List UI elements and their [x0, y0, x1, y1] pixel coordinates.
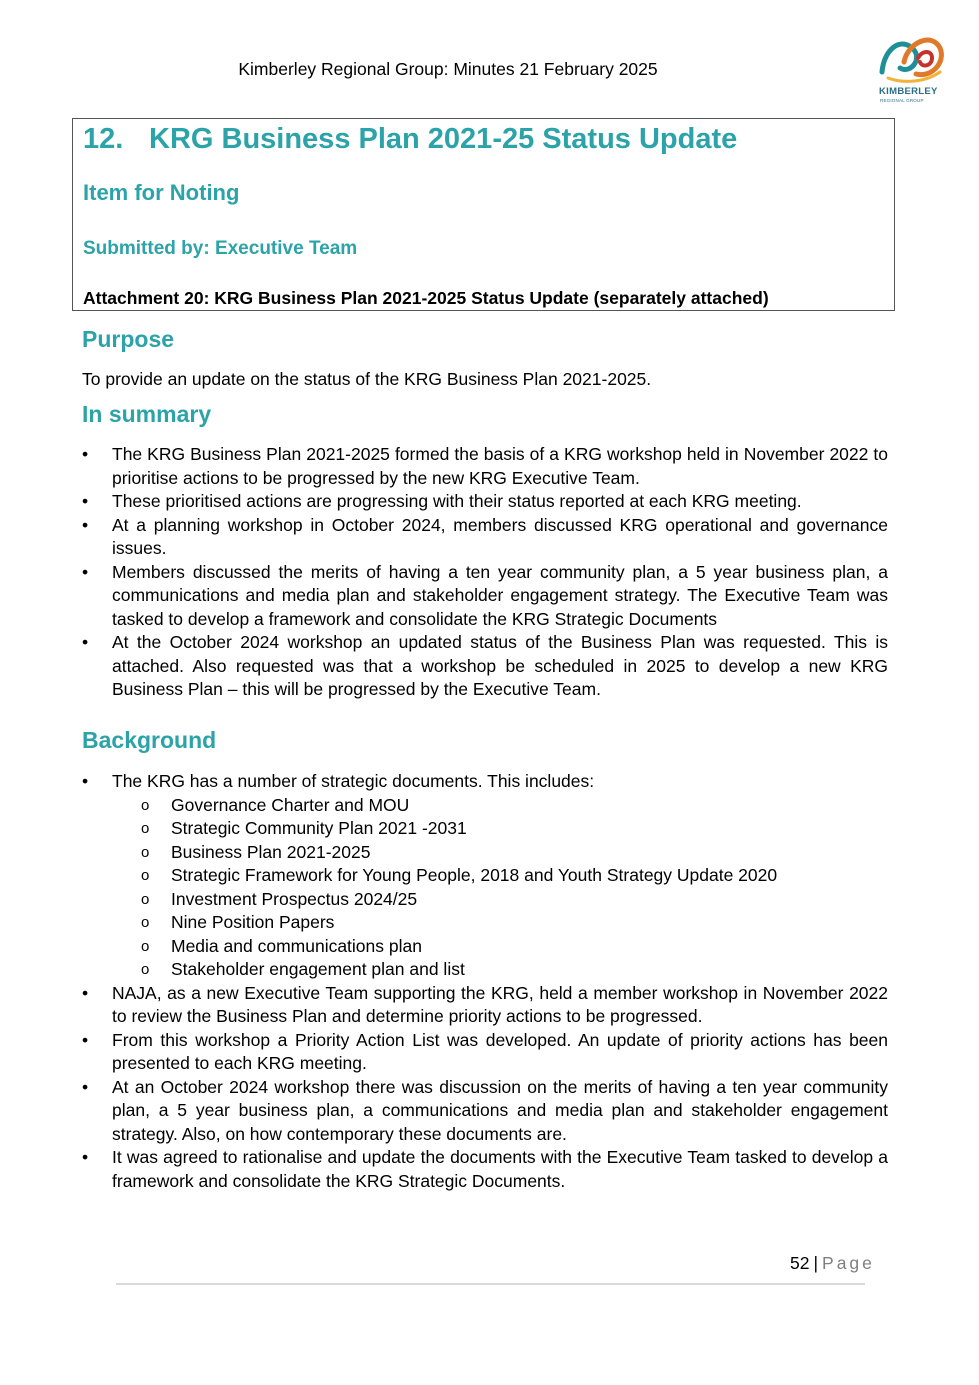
sub-bullet-icon: o	[141, 843, 150, 861]
summary-heading: In summary	[82, 401, 212, 427]
bullet-icon: •	[82, 561, 89, 582]
list-item-text: At an October 2024 workshop there was discussion on the merits of having a ten year community plan, a 5 year business plan, a communications and media plan and stakeholder engagement strategy. Also, on how contemporary these documents are.	[112, 1076, 888, 1144]
list-item	[82, 1029, 888, 1076]
list-item	[82, 631, 888, 702]
sub-bullet-icon: o	[141, 914, 150, 931]
sub-bullet-icon: o	[141, 961, 150, 978]
document-header: Kimberley Regional Group: Minutes 21 February 2025	[238, 59, 658, 79]
bullet-icon: •	[82, 444, 89, 464]
item-type: Item for Noting	[83, 180, 240, 205]
summary-list	[82, 443, 888, 702]
sub-bullet-icon: o	[141, 890, 150, 908]
background-heading: Background	[82, 727, 217, 753]
list-item	[82, 514, 888, 561]
strategic-documents-list	[112, 794, 888, 982]
list-item	[82, 982, 888, 1029]
kimberley-logo-mark	[874, 28, 950, 88]
list-item	[82, 770, 888, 982]
list-item-text: Members discussed the merits of having a ten year community plan, a 5 year business plan, a communications and media plan and stakeholder engagement strategy. The Executive Team was tasked to develop a framework and consolidate the KRG Strategic Documents	[112, 561, 888, 629]
page-number	[790, 1253, 875, 1274]
list-item	[82, 561, 888, 632]
bullet-icon: •	[82, 514, 89, 535]
kimberley-logo	[874, 28, 950, 108]
sub-list-item	[112, 841, 888, 865]
sub-list-item	[112, 888, 888, 912]
logo-subtitle: REGIONAL GROUP	[880, 98, 924, 103]
page-separator: |	[813, 1253, 819, 1273]
sub-list-item	[112, 911, 888, 935]
footer-divider	[116, 1283, 865, 1285]
bullet-icon: •	[82, 632, 89, 652]
list-item-text: It was agreed to rationalise and update the documents with the Executive Team tasked to develop a framework and consolidate the KRG Strategic Documents.	[112, 1147, 888, 1191]
bullet-icon: •	[82, 1029, 89, 1050]
submitted-by: Submitted by: Executive Team	[83, 238, 358, 259]
bullet-icon: •	[82, 771, 89, 791]
sub-list-item-text: Strategic Community Plan 2021 -2031	[171, 818, 467, 838]
logo-wordmark: KIMBERLEY	[879, 86, 938, 97]
list-item	[82, 1076, 888, 1147]
list-item-text: NAJA, as a new Executive Team supporting the KRG, held a member workshop in November 2022 to review the Business Plan and determine priority actions to be progressed.	[112, 982, 888, 1026]
sub-list-item-text: Governance Charter and MOU	[171, 794, 410, 815]
list-item-text: At the October 2024 workshop an updated status of the Business Plan was requested. This is attached. Also requested was that a workshop be scheduled in 2025 to develop a new KRG Business Plan – this will be progressed by the Executive Team.	[112, 632, 888, 699]
sub-list-item-text: Investment Prospectus 2024/25	[171, 888, 418, 909]
bullet-icon: •	[82, 1076, 89, 1097]
sub-bullet-icon: o	[141, 867, 150, 884]
sub-list-item-text: Nine Position Papers	[171, 912, 335, 932]
sub-bullet-icon: o	[141, 820, 150, 837]
list-item-text: The KRG has a number of strategic documents. This includes:	[112, 771, 595, 791]
list-item	[82, 443, 888, 490]
sub-list-item	[112, 817, 888, 841]
agenda-item-title-box	[72, 118, 895, 311]
page-label: Page	[822, 1253, 875, 1273]
page-number-value: 52	[790, 1253, 810, 1273]
sub-list-item-text: Media and communications plan	[171, 935, 422, 956]
item-title: KRG Business Plan 2021-25 Status Update	[149, 123, 738, 155]
list-item-text: At a planning workshop in October 2024, members discussed KRG operational and governance issues.	[112, 514, 888, 558]
attachment-reference: Attachment 20: KRG Business Plan 2021-2025 Status Update (separately attached)	[83, 288, 769, 308]
sub-list-item	[112, 935, 888, 959]
bullet-icon: •	[82, 982, 89, 1003]
sub-bullet-icon: o	[141, 796, 150, 814]
sub-bullet-icon: o	[141, 937, 150, 955]
list-item	[82, 1146, 888, 1193]
list-item-text: From this workshop a Priority Action List was developed. An update of priority actions has been presented to each KRG meeting.	[112, 1029, 888, 1073]
sub-list-item-text: Business Plan 2021-2025	[171, 841, 371, 862]
sub-list-item	[112, 794, 888, 818]
item-number: 12.	[83, 123, 124, 155]
list-item-text: The KRG Business Plan 2021-2025 formed the basis of a KRG workshop held in November 2022 to prioritise actions to be progressed by the new KRG Executive Team.	[112, 444, 888, 488]
bullet-icon: •	[82, 491, 89, 511]
list-item-text: These prioritised actions are progressing with their status reported at each KRG meeting.	[112, 491, 802, 511]
sub-list-item	[112, 864, 888, 888]
purpose-heading: Purpose	[82, 326, 175, 352]
sub-list-item-text: Strategic Framework for Young People, 2018 and Youth Strategy Update 2020	[171, 865, 778, 885]
background-list	[82, 770, 888, 1193]
purpose-text: To provide an update on the status of the KRG Business Plan 2021-2025.	[82, 369, 652, 389]
sub-list-item-text: Stakeholder engagement plan and list	[171, 959, 465, 979]
sub-list-item	[112, 958, 888, 982]
list-item	[82, 490, 888, 514]
bullet-icon: •	[82, 1147, 89, 1167]
